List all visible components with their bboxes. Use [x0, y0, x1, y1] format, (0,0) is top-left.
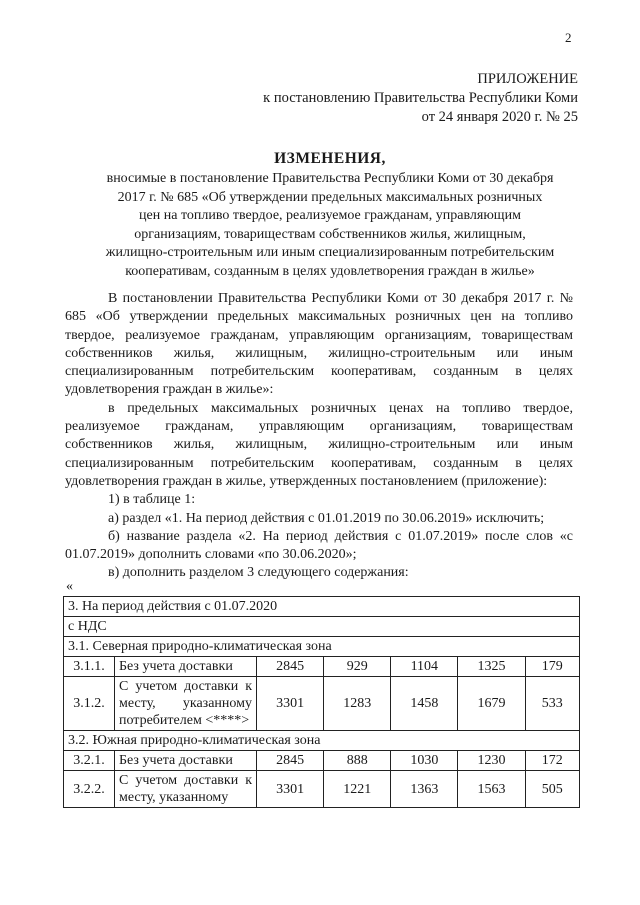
subtitle-line: вносимые в постановление Правительства Республики Коми от 30 декабря	[106, 171, 554, 186]
row-code: 3.1.2.	[64, 677, 115, 731]
zone-title: 3.1. Северная природно-климатическая зона	[64, 637, 580, 657]
row-desc: С учетом доставки к месту, указанному потребителем <****>	[115, 677, 257, 731]
table-row	[64, 597, 580, 617]
row-desc: С учетом доставки к месту, указанному	[115, 771, 257, 808]
cell-value: 1221	[324, 771, 391, 808]
paragraph: в) дополнить разделом 3 следующего содержания:	[108, 565, 409, 581]
row-code: 3.2.1.	[64, 751, 115, 771]
cell-value: 1283	[324, 677, 391, 731]
cell-value: 1104	[391, 657, 458, 677]
row-code: 3.2.2.	[64, 771, 115, 808]
paragraph: в предельных максимальных розничных ценах на топливо твердое, реализуемое гражданам, управляющим организациям, товариществам собственников жилья, жилищным, жилищно-строительным или иным специализированным потребительским кооперативам, созданным в целях удовлетворения граждан в жилье, утвержденных постановлением (приложение):	[65, 400, 573, 489]
appendix-line-1: к постановлению Правительства Республики Коми	[263, 90, 578, 106]
body-text	[65, 290, 573, 583]
paragraph: б) название раздела «2. На период действия с 01.07.2019» после слов «с 01.07.2019» дополнить словами «по 30.06.2020»;	[65, 528, 573, 563]
document-title: ИЗМЕНЕНИЯ,	[274, 150, 386, 167]
zone-title: 3.2. Южная природно-климатическая зона	[64, 731, 580, 751]
section-title: 3. На период действия с 01.07.2020	[64, 597, 580, 617]
cell-value: 1458	[391, 677, 458, 731]
paragraph: а) раздел «1. На период действия с 01.01.2019 по 30.06.2019» исключить;	[108, 510, 545, 526]
cell-value: 533	[525, 677, 580, 731]
subtitle-line: кооперативам, созданным в целях удовлетворения граждан в жилье»	[125, 263, 535, 279]
appendix-title: ПРИЛОЖЕНИЕ	[477, 71, 578, 87]
cell-value: 1563	[458, 771, 525, 808]
cell-value: 179	[525, 657, 580, 677]
cell-value: 1030	[391, 751, 458, 771]
page-number: 2	[565, 30, 572, 45]
cell-value: 1230	[458, 751, 525, 771]
subtitle-line: 2017 г. № 685 «Об утверждении предельных максимальных розничных	[117, 189, 543, 205]
subtitle-line: организациям, товариществам собственников жилья, жилищным,	[134, 226, 526, 242]
table-row	[64, 617, 580, 637]
cell-value: 505	[525, 771, 580, 808]
table-row	[64, 771, 580, 808]
cell-value: 1363	[391, 771, 458, 808]
paragraph: В постановлении Правительства Республики Коми от 30 декабря 2017 г. № 685 «Об утверждении предельных максимальных розничных цен на топливо твердое, реализуемое гражданам, управляющим организациям, товариществам собственников жилья, жилищным, жилищно-строительным или иным специализированным потребительским кооперативам, созданным в целях удовлетворения граждан в жилье»:	[65, 291, 573, 398]
price-table	[63, 596, 580, 808]
appendix-line-2: от 24 января 2020 г. № 25	[421, 109, 578, 125]
table-row	[64, 751, 580, 771]
cell-value: 929	[324, 657, 391, 677]
table-row	[64, 677, 580, 731]
cell-value: 1679	[458, 677, 525, 731]
vat-label: с НДС	[64, 617, 580, 637]
document-subtitle	[70, 170, 590, 281]
cell-value: 3301	[257, 771, 324, 808]
opening-quote: «	[66, 579, 73, 594]
row-code: 3.1.1.	[64, 657, 115, 677]
subtitle-line: цен на топливо твердое, реализуемое гражданам, управляющим	[139, 208, 521, 223]
table-row	[64, 637, 580, 657]
cell-value: 2845	[257, 657, 324, 677]
cell-value: 888	[324, 751, 391, 771]
cell-value: 3301	[257, 677, 324, 731]
paragraph: 1) в таблице 1:	[108, 492, 196, 508]
subtitle-line: жилищно-строительным или иным специализированным потребительским	[105, 245, 555, 260]
table-row	[64, 731, 580, 751]
cell-value: 1325	[458, 657, 525, 677]
row-desc: Без учета доставки	[115, 751, 257, 771]
table-row	[64, 657, 580, 677]
row-desc: Без учета доставки	[115, 657, 257, 677]
appendix-header	[263, 70, 578, 127]
cell-value: 172	[525, 751, 580, 771]
cell-value: 2845	[257, 751, 324, 771]
